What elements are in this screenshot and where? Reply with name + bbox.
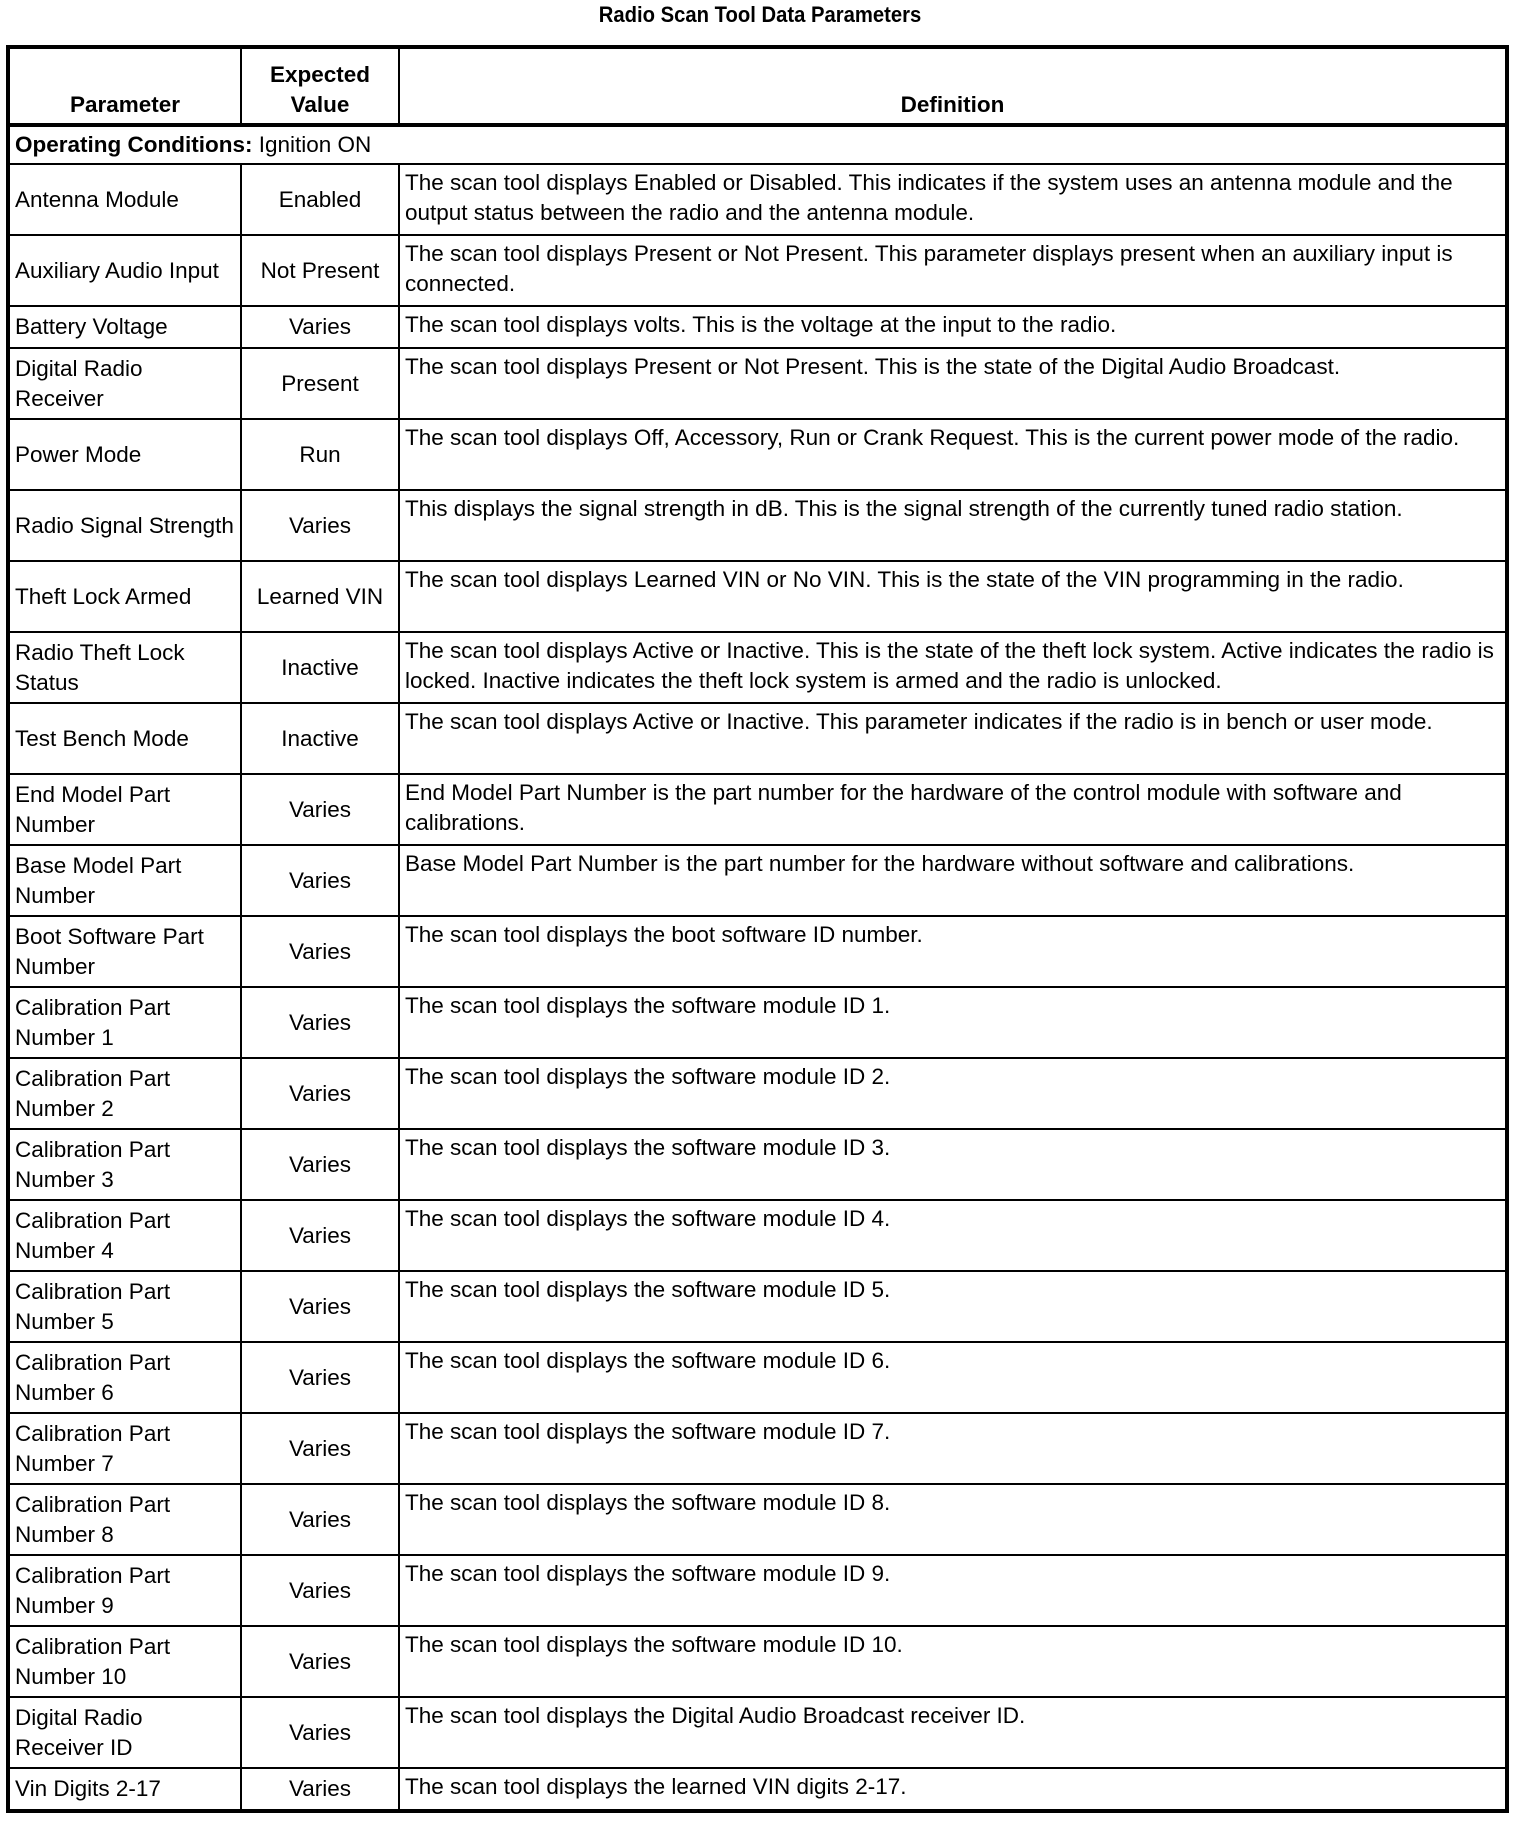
table-row [8, 1697, 1507, 1768]
table-row [8, 1413, 1507, 1484]
expected-value-cell: Varies [241, 1271, 399, 1342]
parameter-cell: Theft Lock Armed [8, 561, 241, 632]
expected-value-cell: Varies [241, 987, 399, 1058]
parameter-cell: Calibration Part Number 7 [8, 1413, 241, 1484]
table-row [8, 916, 1507, 987]
definition-cell: The scan tool displays the software module ID 9. [399, 1555, 1507, 1626]
header-expected-value: Expected Value [241, 47, 399, 125]
parameter-cell: Base Model Part Number [8, 845, 241, 916]
header-definition: Definition [399, 47, 1507, 125]
expected-value-cell: Varies [241, 1697, 399, 1768]
table-row [8, 987, 1507, 1058]
definition-cell: Base Model Part Number is the part number for the hardware without software and calibrations. [399, 845, 1507, 916]
definition-cell: The scan tool displays Present or Not Present. This is the state of the Digital Audio Broadcast. [399, 348, 1507, 419]
expected-value-cell: Varies [241, 1200, 399, 1271]
definition-cell: The scan tool displays the software module ID 10. [399, 1626, 1507, 1697]
expected-value-cell: Learned VIN [241, 561, 399, 632]
parameter-cell: Calibration Part Number 1 [8, 987, 241, 1058]
expected-value-cell: Varies [241, 774, 399, 845]
table-row [8, 774, 1507, 845]
parameter-cell: Test Bench Mode [8, 703, 241, 774]
parameter-cell: Digital Radio Receiver [8, 348, 241, 419]
definition-cell: The scan tool displays the software module ID 8. [399, 1484, 1507, 1555]
table-row [8, 419, 1507, 490]
definition-cell: The scan tool displays the software module ID 5. [399, 1271, 1507, 1342]
expected-value-cell: Varies [241, 1058, 399, 1129]
definition-cell: End Model Part Number is the part number for the hardware of the control module with software and calibrations. [399, 774, 1507, 845]
definition-cell: The scan tool displays Active or Inactive. This is the state of the theft lock system. Active indicates the radio is locked. Inactive indicates the theft lock system is armed and the radio is unlocked. [399, 632, 1507, 703]
table-row [8, 348, 1507, 419]
parameter-cell: Calibration Part Number 5 [8, 1271, 241, 1342]
expected-value-cell: Varies [241, 916, 399, 987]
expected-value-cell: Inactive [241, 632, 399, 703]
table-row [8, 1342, 1507, 1413]
parameter-cell: Calibration Part Number 3 [8, 1129, 241, 1200]
definition-cell: The scan tool displays the Digital Audio Broadcast receiver ID. [399, 1697, 1507, 1768]
table-row [8, 1555, 1507, 1626]
definition-cell: The scan tool displays volts. This is the voltage at the input to the radio. [399, 306, 1507, 348]
definition-cell: The scan tool displays Learned VIN or No VIN. This is the state of the VIN programming in the radio. [399, 561, 1507, 632]
expected-value-cell: Varies [241, 1129, 399, 1200]
definition-cell: The scan tool displays the software module ID 2. [399, 1058, 1507, 1129]
definition-cell: This displays the signal strength in dB. This is the signal strength of the currently tuned radio station. [399, 490, 1507, 561]
scan-tool-parameters-table [6, 45, 1509, 1813]
definition-cell: The scan tool displays Enabled or Disabled. This indicates if the system uses an antenna module and the output status between the radio and the antenna module. [399, 164, 1507, 235]
parameter-cell: Auxiliary Audio Input [8, 235, 241, 306]
expected-value-cell: Varies [241, 1626, 399, 1697]
table-row [8, 703, 1507, 774]
table-row [8, 1129, 1507, 1200]
expected-value-cell: Varies [241, 490, 399, 561]
parameter-cell: Calibration Part Number 10 [8, 1626, 241, 1697]
parameter-cell: Battery Voltage [8, 306, 241, 348]
definition-cell: The scan tool displays the software module ID 7. [399, 1413, 1507, 1484]
parameter-cell: Calibration Part Number 6 [8, 1342, 241, 1413]
table-header-row [8, 47, 1507, 125]
expected-value-cell: Varies [241, 306, 399, 348]
definition-cell: The scan tool displays Active or Inactive. This parameter indicates if the radio is in bench or user mode. [399, 703, 1507, 774]
table-row [8, 490, 1507, 561]
table-row [8, 561, 1507, 632]
table-row [8, 1626, 1507, 1697]
expected-value-cell: Run [241, 419, 399, 490]
table-row [8, 1484, 1507, 1555]
expected-value-cell: Varies [241, 1768, 399, 1811]
definition-cell: The scan tool displays the software module ID 3. [399, 1129, 1507, 1200]
table-row [8, 1058, 1507, 1129]
parameter-cell: Power Mode [8, 419, 241, 490]
parameter-cell: Antenna Module [8, 164, 241, 235]
table-row [8, 1200, 1507, 1271]
definition-cell: The scan tool displays the software module ID 6. [399, 1342, 1507, 1413]
parameter-cell: Digital Radio Receiver ID [8, 1697, 241, 1768]
operating-conditions-value: Ignition ON [252, 132, 372, 158]
header-parameter: Parameter [8, 47, 241, 125]
table-row [8, 235, 1507, 306]
definition-cell: The scan tool displays the software module ID 1. [399, 987, 1507, 1058]
definition-cell: The scan tool displays the learned VIN digits 2-17. [399, 1768, 1507, 1811]
expected-value-cell: Varies [241, 1342, 399, 1413]
operating-conditions-label: Operating Conditions: [15, 132, 253, 158]
parameter-cell: Radio Signal Strength [8, 490, 241, 561]
definition-cell: The scan tool displays Present or Not Present. This parameter displays present when an auxiliary input is connected. [399, 235, 1507, 306]
expected-value-cell: Not Present [241, 235, 399, 306]
expected-value-cell: Inactive [241, 703, 399, 774]
expected-value-cell: Varies [241, 1484, 399, 1555]
table-row [8, 1768, 1507, 1811]
parameter-cell: Radio Theft Lock Status [8, 632, 241, 703]
table-row [8, 1271, 1507, 1342]
operating-conditions [8, 125, 1507, 164]
parameter-cell: Boot Software Part Number [8, 916, 241, 987]
expected-value-cell: Present [241, 348, 399, 419]
parameter-cell: End Model Part Number [8, 774, 241, 845]
expected-value-cell: Varies [241, 1555, 399, 1626]
operating-conditions-row [8, 125, 1507, 164]
expected-value-cell: Varies [241, 1413, 399, 1484]
table-row [8, 845, 1507, 916]
table-row [8, 164, 1507, 235]
parameter-cell: Vin Digits 2-17 [8, 1768, 241, 1811]
parameter-cell: Calibration Part Number 4 [8, 1200, 241, 1271]
parameter-cell: Calibration Part Number 9 [8, 1555, 241, 1626]
parameter-cell: Calibration Part Number 2 [8, 1058, 241, 1129]
definition-cell: The scan tool displays the software module ID 4. [399, 1200, 1507, 1271]
table-row [8, 632, 1507, 703]
definition-cell: The scan tool displays Off, Accessory, Run or Crank Request. This is the current power mode of the radio. [399, 419, 1507, 490]
expected-value-cell: Enabled [241, 164, 399, 235]
parameter-cell: Calibration Part Number 8 [8, 1484, 241, 1555]
definition-cell: The scan tool displays the boot software ID number. [399, 916, 1507, 987]
page-title: Radio Scan Tool Data Parameters [598, 2, 922, 27]
expected-value-cell: Varies [241, 845, 399, 916]
table-row [8, 306, 1507, 348]
